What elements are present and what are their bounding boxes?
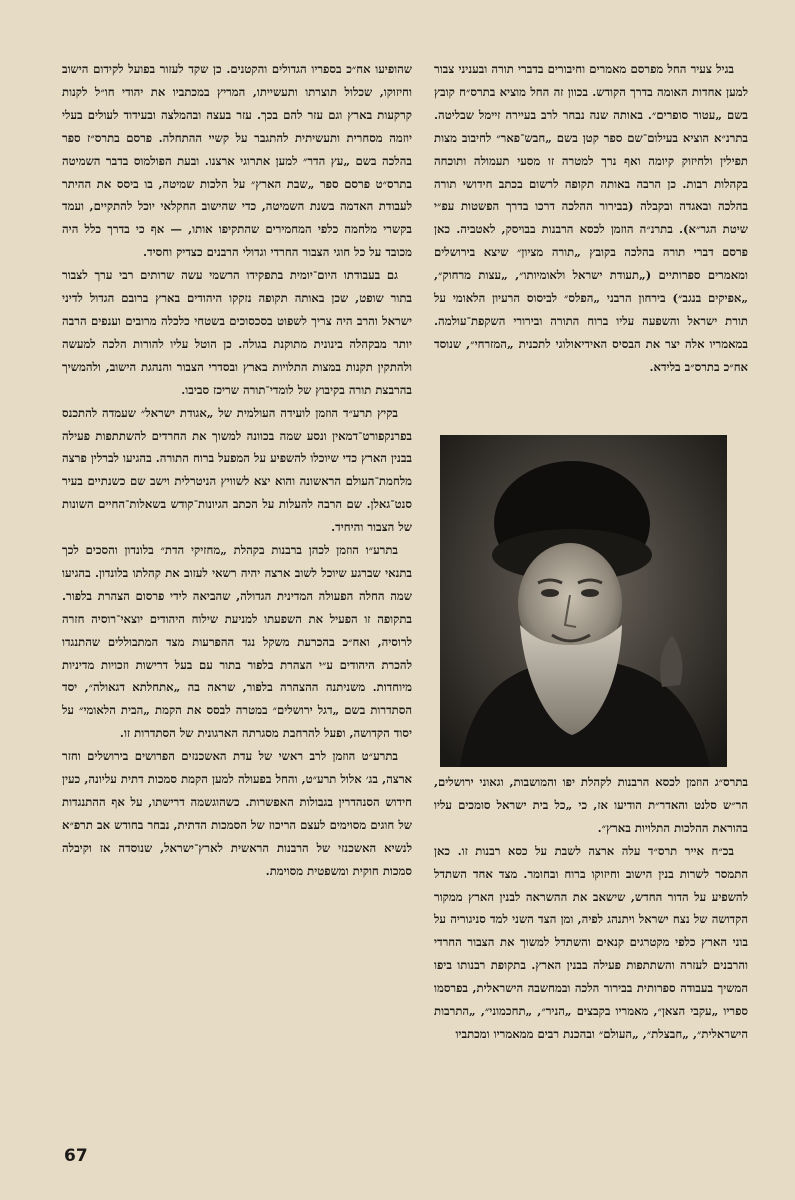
paragraph: בתרע״ו הוזמן לכהן ברבנות בקהלת „מחזיקי הדת״ בלונדון והסכים לכך בתנאי שברגע שיוכל לשוב ארצה יהיה רשאי לעזוב את קהלתו בלונדון. בהגיעו שמה החלה הפעולה המדינית הגדולה, שהביאה לידי פרסום הצהרת בלפור. בתקופה זו הפעיל את השפעתו למניעת שילוח היהודים יוצאי־רוסיה חזרה לרוסיה, ואח״כ בהכרעת משקל נגד ההפרעות מצד המתבוללים שהתנגדו להכרת היהודים ע״י הצהרת בלפור בתור עם בעל דרישות וזכויות מדיניות מיוחדות. משניתנה ההצהרה בלפור, שראה בה „אתחלתא דגאולה״, יסד הסתדרות בשם „דגל ירושלים״ במטרה לבסס את הקמת „הבית הלאומי״ על יסוד הקדושה, ופעל להרחבת מסגרתה הארגונית של הסתדרות זו. [62,543,412,741]
portrait-photo [440,435,727,767]
paragraph: בגיל צעיר החל מפרסם מאמרים וחיבורים בדברי תורה ובעניני צבור למען אחדות האומה בדרך הקודש. בכוון זה החל מוציא בתרס״ח קובץ בשם „עטור סופרים״. באותה שנה נבחר לרב בעיירה זיימל שבליטה. בתרנ״א הוציא בעילום־שם ספר קטן בשם „חבש־פאר״ לחיבוב מצות תפילין ולחיזוק קיומה ואף נרך למטרה זו מסעי תעמולה ותוכחה בקהלות רבות. כן הרבה באותה תקופה לרשום בכתב חידושי תורה בהלכה ובאגדה ובקבלה (בבירור ההלכה דרכו בדרך הפשטות עפ״י שיטת הגר״א). בתרנ״ה הוזמן לכסא הרבנות בבויסק, לאטביה. כאן פרסם דברי תורה בהלכה בקובץ „תורה מציון״ שיצא בירושלים ומאמרים ספרותיים („תעודת ישראל ולאומיותו״, „עצות מרחוק״, „אפיקים בנגב״) בירחון הרבני „הפלס״ לביסוס הרעיון הלאומי על תורת ישראל והשפעה עליו ברוח התורה ובירורי השקפת־עולמה. במאמריו אלה יצר את הבסיס האידיאולוגי לתכנית „המזרחי״, שנוסד אח״כ בתרס״ב בלידא. [434,62,748,374]
paragraph: בקיץ תרע״ד הוזמן לועידה העולמית של „אגודת ישראל״ שעמדה להתכנס בפרנקפורט־דמאין ונסע שמה בכוונה למשוך את החרדים להשתתפות פעילה בבנין הארץ כדי שיוכלו להשפיע על המפעל ברוח התורה. בהגיעו לברלין פרצה מלחמת־העולם הראשונה והוא יצא לשוויץ הניטרלית וישב שם כשנתיים בעיר סנט־גאלן. שם הרבה להעלות על הכתב הגיונות־קודש בשאלות־החיים השונות של הצבור והיחיד. [62,405,412,535]
paragraph: בתרס״ג הוזמן לכסא הרבנות לקהלת יפו והמושבות, וגאוני ירושלים, הר״ש סלנט והאדר״ת הודיעו אז, כי „כל בית ישראל סומכים עליו בהוראת ההלכות התלויות בארץ״. [434,775,748,835]
paragraph: גם בעבודתו היום־יומית בתפקידו הרשמי עשה שרותים רבי ערך לצבור בתור שופט, שכן באותה תקופה נזקקו היהודים בארץ ברובם הגדול לדיני ישראל והרב היה צריך לשפוט בסכסוכים בשטחי כלכלה מרובים וענפים הרבה יותר מבקהלה בינונית מתוקנת בגולה. כן הוטל עליו להורות הלכה למעשה ולהתקין תקנות במצות התלויות בארץ ובסדרי הצבור והנהגת הישוב, ולהמשיך בהרבצת תורה בקיבוץ של לומדי־תורה שריכז סביבו. [62,268,412,397]
paragraph: בכ״ח אייר תרס״ד עלה ארצה לשבת על כסא רבנות זו. כאן התמסר לשרות בנין הישוב וחיזוקו ברוח ובחומר. מצד אחד השתדל להשפיע על הדור החדש, שישאב את ההשראה לבנין הארץ ממקור הקדושה של נצח ישראל ויתנהג לפיה, ומן הצד השני למד סניגוריה על בוני הארץ כלפי מקטרגים קנאים והשתדל למשוך את הצבור החרדי והרבנים לעזרה והשתתפות פעילה בבנין הארץ. בתקופת רבנותו ביפו המשיך בעבודה ספרותית בבירור הלכה ובמחשבה הישראלית, בפרסמו ספריו „עקבי הצאן״, מאמריו בקבצים „הניר״, „תחכמוני״, „התרבות הישראלית״, „חבצלת״, „העולם״ ובהכנת רבים ממאמריו ומכתביו [434,843,748,1041]
text-column-right-upper [434,58,748,379]
text-column-left [62,58,412,883]
paragraph: בתרע״ט הוזמן לרב ראשי של עדת האשכנזים הפרושים בירושלים וחזר ארצה, בג׳ אלול תרע״ט, והחל בפעולה למען הקמת סמכות דתית עליונה, כעין חידוש הסנהדרין בגבולות האפשרות. כשהוגשמה דרישתו, על אף ההתנגדות של חוגים מסוימים לעצם הריכוז של הסמכות הדתית, נבחר בחודש אב תרפ״א לנשיא האשכנזי של הרבנות הראשית לארץ־ישראל, שנוסדה אז וקיבלה סמכות חוקית ומשפטית מסוימת. [62,749,412,878]
page-number: 67 [64,1146,88,1166]
text-column-right-lower [434,771,748,1046]
paragraph: שהופיעו אח״כ בספריו הגדולים והקטנים. כן שקד לעזור בפועל לקידום הישוב וחיזוקו, שכלול תוצרתו ותעשייתו, המריץ במכתביו את יהודי חו״ל לקנות קרקעות בארץ וגם עזר להם בכך. עזר בעצה ובהמלצה ובעידוד לעולים בעלי יוזמה מסחרית ותעשיתית להתגבר על קשיי ההתחלה. פרסם בתרס״ז ספר בהלכה בשם „עץ הדר״ למען אתרוגי ארצנו. ובעת הפולמוס בדבר השמיטה בתרס״ט פרסם ספר „שבת הארץ״ על הלכות שמיטה, בו ביסס את ההיתר לעבודת האדמה בשנת השמיטה, כדי שהישוב החקלאי יוכל להתקיים, ועמד בקשרי מלחמה כלפי המחמירים שהתקיפו אותו, — אף כי בדרך כלל היה מכובד על כל חוגי הצבור החרדי וגדולי הרבנים כצדיק וחסיד. [62,62,412,260]
portrait-photo-icon [440,435,727,767]
